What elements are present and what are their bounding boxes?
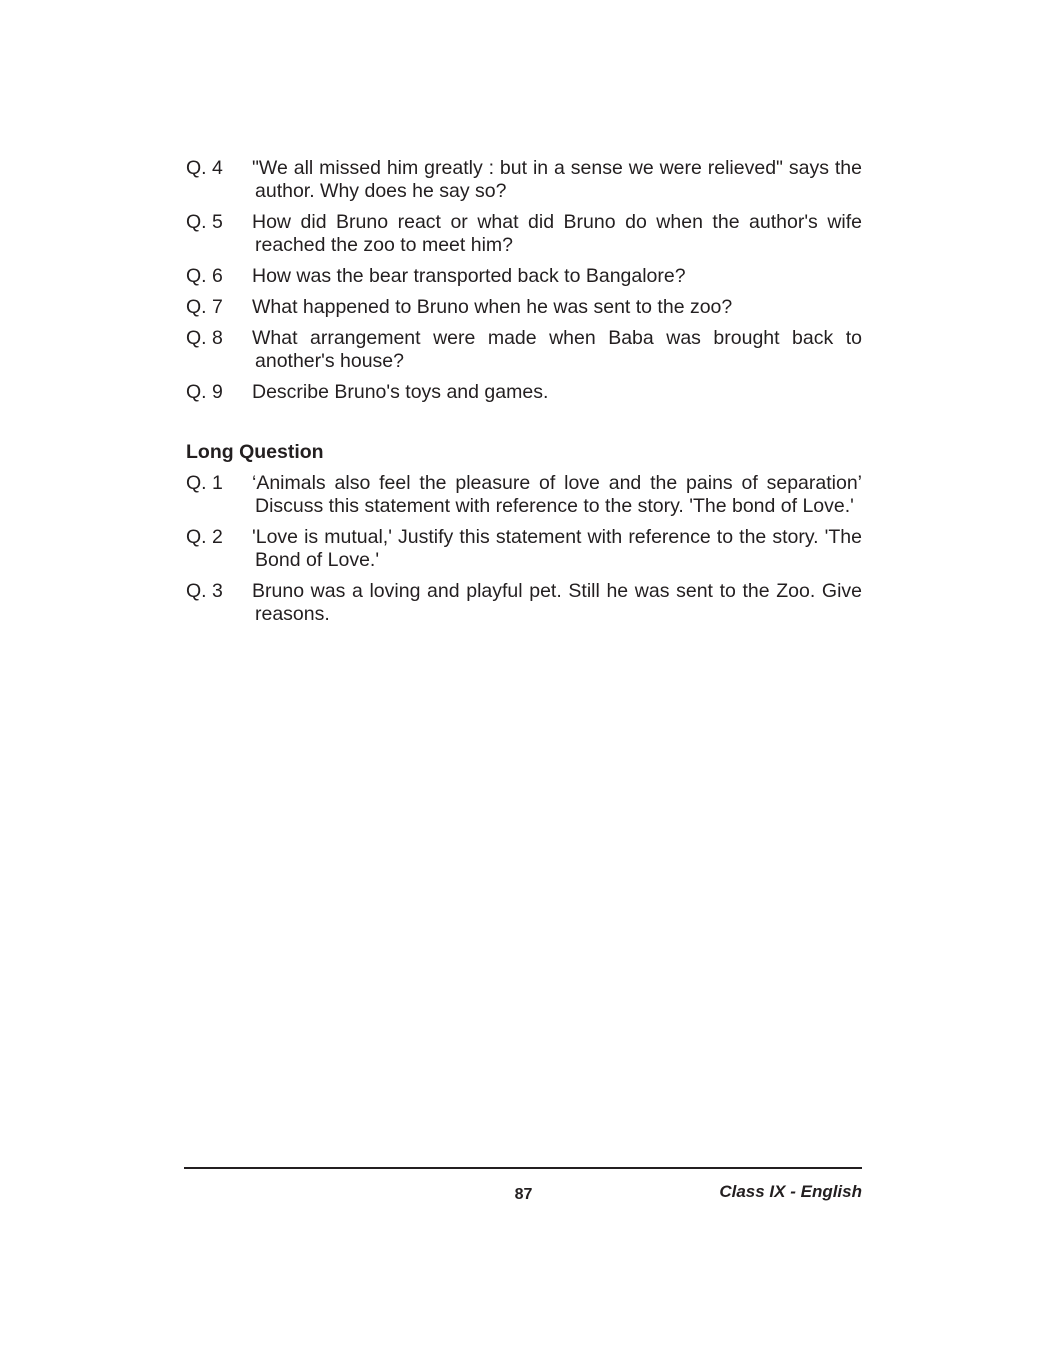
question-item	[186, 472, 862, 518]
question-item	[186, 526, 862, 572]
page-content	[186, 157, 862, 634]
page-number: 87	[514, 1186, 533, 1203]
question-text: 'Love is mutual,' Justify this statement with reference to the story. 'The Bond of Love.'	[252, 526, 862, 571]
question-item	[186, 157, 862, 203]
question-item	[186, 296, 862, 319]
question-number: Q. 7	[186, 296, 223, 318]
question-number: Q. 4	[186, 157, 223, 179]
question-text: What happened to Bruno when he was sent to the zoo?	[252, 296, 733, 318]
question-text: "We all missed him greatly : but in a sense we were relieved" says the author. Why does he say so?	[252, 157, 862, 202]
question-text: ‘Animals also feel the pleasure of love and the pains of separation’ Discuss this statement with reference to the story. 'The bond of Love.'	[252, 472, 862, 517]
question-item	[186, 580, 862, 626]
question-number: Q. 9	[186, 381, 223, 403]
footer-divider	[184, 1167, 862, 1169]
question-number: Q. 3	[186, 580, 223, 602]
section-heading: Long Question	[186, 441, 324, 463]
question-text: How was the bear transported back to Bangalore?	[252, 265, 686, 287]
footer-label: Class IX - English	[719, 1182, 862, 1201]
question-item	[186, 265, 862, 288]
question-number: Q. 2	[186, 526, 223, 548]
question-number: Q. 8	[186, 327, 223, 349]
question-number: Q. 1	[186, 472, 223, 494]
question-number: Q. 6	[186, 265, 223, 287]
question-text: What arrangement were made when Baba was brought back to another's house?	[252, 327, 862, 372]
question-number: Q. 5	[186, 211, 223, 233]
question-item	[186, 211, 862, 257]
question-text: Bruno was a loving and playful pet. Still he was sent to the Zoo. Give reasons.	[252, 580, 862, 625]
question-item	[186, 327, 862, 373]
question-text: How did Bruno react or what did Bruno do when the author's wife reached the zoo to meet him?	[252, 211, 862, 256]
question-item	[186, 381, 862, 404]
question-text: Describe Bruno's toys and games.	[252, 381, 549, 403]
